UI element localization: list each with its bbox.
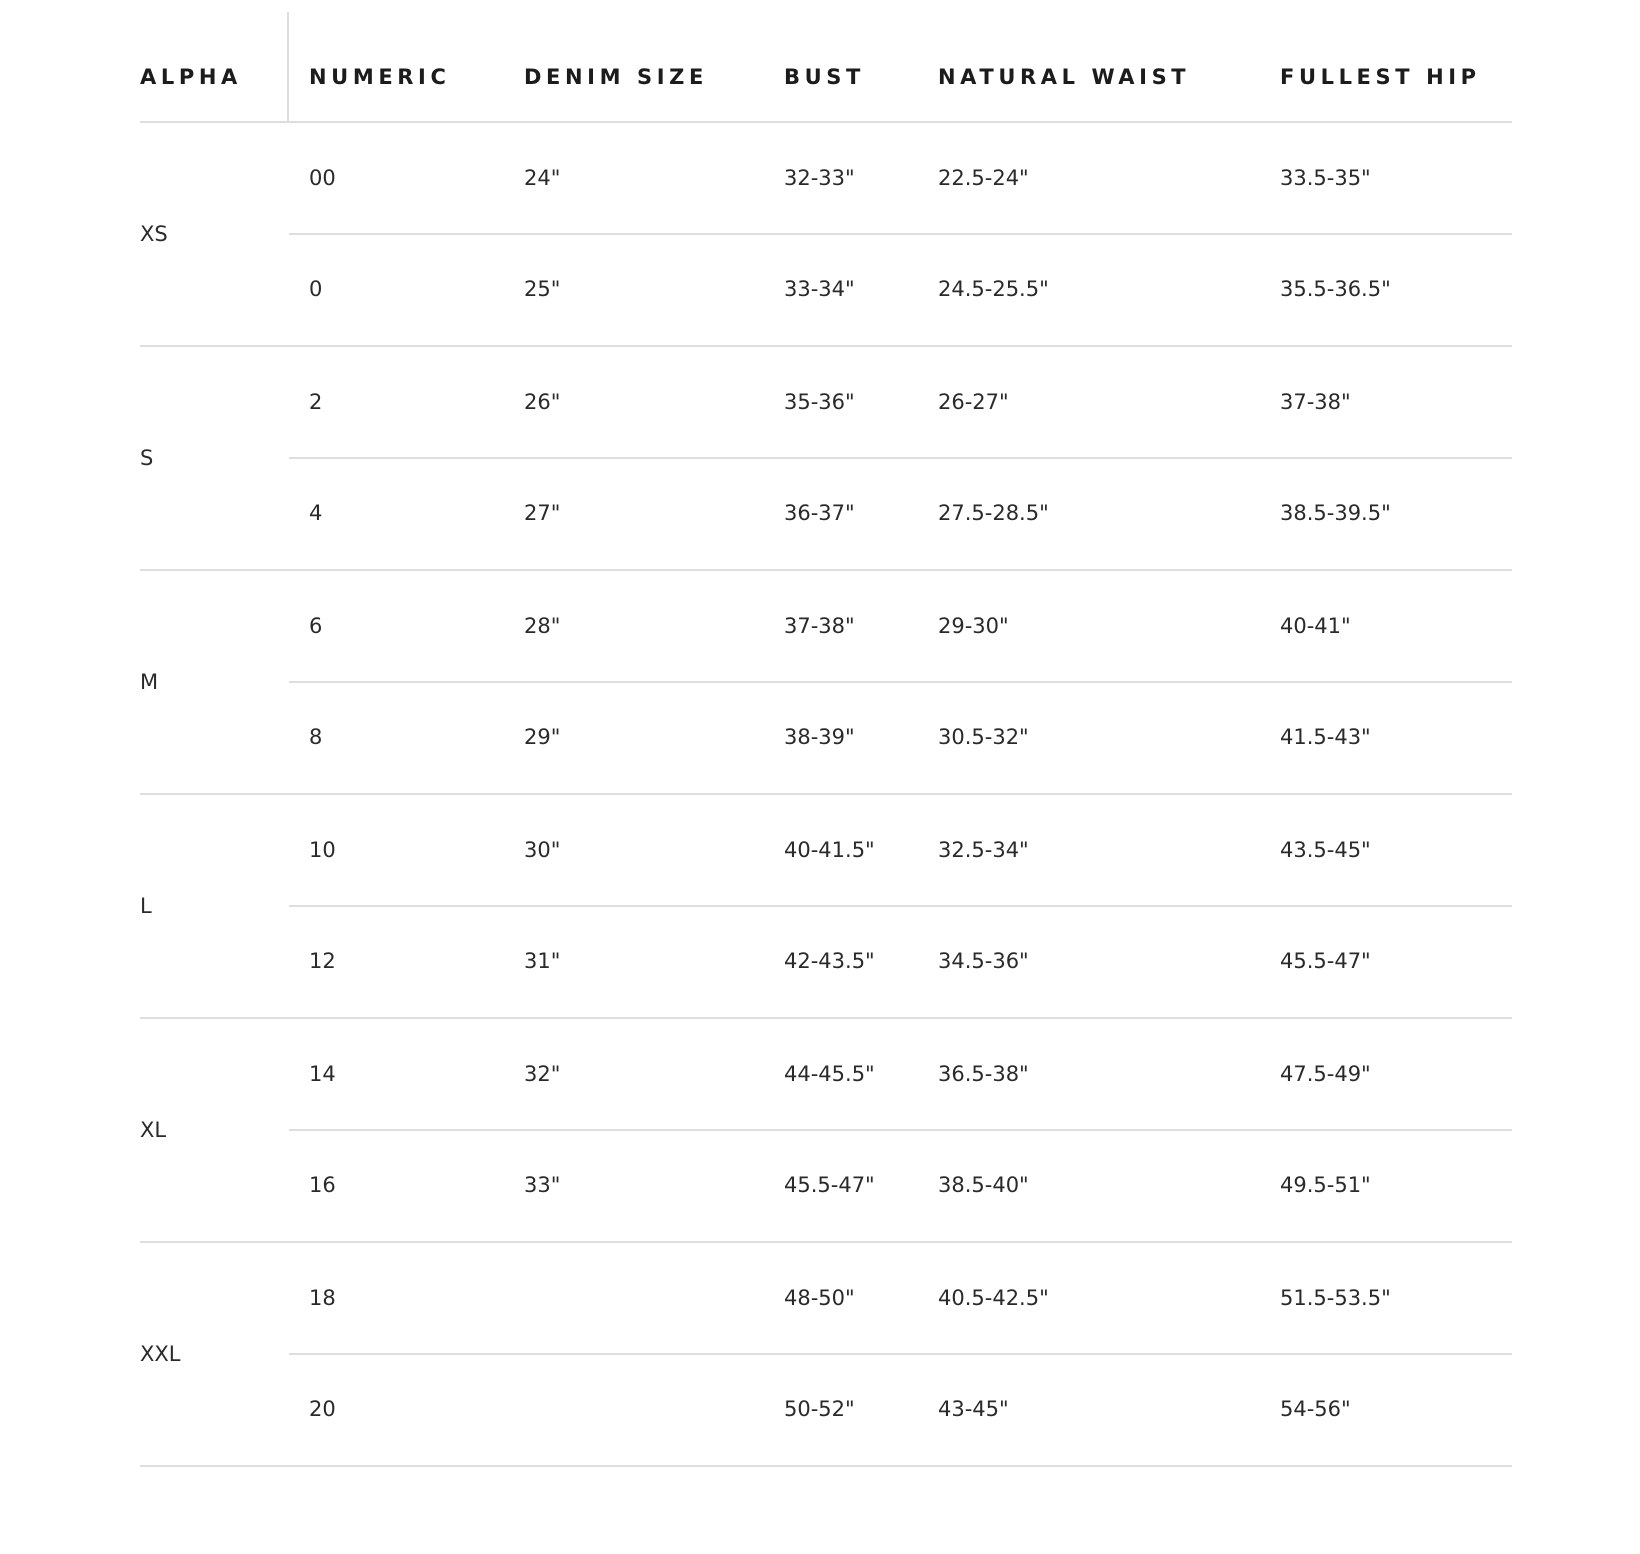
table-row xyxy=(289,1354,1512,1465)
bust-cell: 33-34" xyxy=(784,277,855,301)
size-group xyxy=(140,795,1512,1019)
table-row xyxy=(289,1019,1512,1131)
natural-waist-cell: 29-30" xyxy=(938,614,1009,638)
table-row xyxy=(289,458,1512,569)
natural-waist-cell: 38.5-40" xyxy=(938,1173,1029,1197)
fullest-hip-cell: 49.5-51" xyxy=(1280,1173,1371,1197)
natural-waist-cell: 34.5-36" xyxy=(938,949,1029,973)
natural-waist-cell: 43-45" xyxy=(938,1397,1009,1421)
denim-size-cell: 31" xyxy=(524,949,561,973)
table-row xyxy=(289,682,1512,793)
bust-cell: 40-41.5" xyxy=(784,838,875,862)
natural-waist-cell: 40.5-42.5" xyxy=(938,1286,1049,1310)
natural-waist-cell: 30.5-32" xyxy=(938,725,1029,749)
table-row xyxy=(289,347,1512,459)
denim-size-cell: 30" xyxy=(524,838,561,862)
bust-cell: 44-45.5" xyxy=(784,1062,875,1086)
natural-waist-cell: 36.5-38" xyxy=(938,1062,1029,1086)
alpha-size-cell: S xyxy=(140,446,154,470)
fullest-hip-cell: 33.5-35" xyxy=(1280,166,1371,190)
size-group xyxy=(140,1243,1512,1467)
natural-waist-cell: 24.5-25.5" xyxy=(938,277,1049,301)
header-fullest-hip: FULLEST HIP xyxy=(1280,65,1481,89)
numeric-cell: 16 xyxy=(309,1173,336,1197)
table-row xyxy=(289,123,1512,235)
fullest-hip-cell: 47.5-49" xyxy=(1280,1062,1371,1086)
bust-cell: 48-50" xyxy=(784,1286,855,1310)
natural-waist-cell: 27.5-28.5" xyxy=(938,501,1049,525)
numeric-cell: 00 xyxy=(309,166,336,190)
numeric-cell: 4 xyxy=(309,501,323,525)
header-natural-waist: NATURAL WAIST xyxy=(938,65,1191,89)
alpha-size-cell: M xyxy=(140,670,159,694)
denim-size-cell: 28" xyxy=(524,614,561,638)
denim-size-cell: 27" xyxy=(524,501,561,525)
bust-cell: 38-39" xyxy=(784,725,855,749)
denim-size-cell: 26" xyxy=(524,390,561,414)
table-body xyxy=(140,123,1512,1467)
alpha-size-cell: XL xyxy=(140,1118,167,1142)
bust-cell: 45.5-47" xyxy=(784,1173,875,1197)
natural-waist-cell: 32.5-34" xyxy=(938,838,1029,862)
numeric-cell: 0 xyxy=(309,277,323,301)
fullest-hip-cell: 45.5-47" xyxy=(1280,949,1371,973)
table-row xyxy=(289,906,1512,1017)
numeric-cell: 6 xyxy=(309,614,323,638)
numeric-cell: 20 xyxy=(309,1397,336,1421)
fullest-hip-cell: 40-41" xyxy=(1280,614,1351,638)
size-group xyxy=(140,347,1512,571)
table-row xyxy=(289,234,1512,345)
bust-cell: 50-52" xyxy=(784,1397,855,1421)
denim-size-cell: 29" xyxy=(524,725,561,749)
denim-size-cell: 32" xyxy=(524,1062,561,1086)
table-row xyxy=(289,571,1512,683)
fullest-hip-cell: 51.5-53.5" xyxy=(1280,1286,1391,1310)
header-bust: BUST xyxy=(784,65,865,89)
bust-cell: 35-36" xyxy=(784,390,855,414)
fullest-hip-cell: 54-56" xyxy=(1280,1397,1351,1421)
alpha-size-cell: L xyxy=(140,894,152,918)
size-group xyxy=(140,123,1512,347)
fullest-hip-cell: 38.5-39.5" xyxy=(1280,501,1391,525)
fullest-hip-cell: 41.5-43" xyxy=(1280,725,1371,749)
table-row xyxy=(289,795,1512,907)
numeric-cell: 2 xyxy=(309,390,323,414)
header-alpha: ALPHA xyxy=(140,65,242,89)
fullest-hip-cell: 35.5-36.5" xyxy=(1280,277,1391,301)
numeric-cell: 14 xyxy=(309,1062,336,1086)
numeric-cell: 8 xyxy=(309,725,323,749)
alpha-column-divider xyxy=(287,12,289,123)
header-denim-size: DENIM SIZE xyxy=(524,65,708,89)
bust-cell: 37-38" xyxy=(784,614,855,638)
numeric-cell: 12 xyxy=(309,949,336,973)
header-row xyxy=(140,12,1512,123)
size-group xyxy=(140,571,1512,795)
bust-cell: 32-33" xyxy=(784,166,855,190)
denim-size-cell: 33" xyxy=(524,1173,561,1197)
denim-size-cell: 24" xyxy=(524,166,561,190)
natural-waist-cell: 22.5-24" xyxy=(938,166,1029,190)
alpha-size-cell: XXL xyxy=(140,1342,181,1366)
fullest-hip-cell: 43.5-45" xyxy=(1280,838,1371,862)
numeric-cell: 18 xyxy=(309,1286,336,1310)
size-chart-table xyxy=(140,12,1512,1467)
table-row xyxy=(289,1243,1512,1355)
table-row xyxy=(289,1130,1512,1241)
bust-cell: 42-43.5" xyxy=(784,949,875,973)
numeric-cell: 10 xyxy=(309,838,336,862)
size-group xyxy=(140,1019,1512,1243)
header-numeric: NUMERIC xyxy=(309,65,451,89)
denim-size-cell: 25" xyxy=(524,277,561,301)
natural-waist-cell: 26-27" xyxy=(938,390,1009,414)
fullest-hip-cell: 37-38" xyxy=(1280,390,1351,414)
alpha-size-cell: XS xyxy=(140,222,168,246)
bust-cell: 36-37" xyxy=(784,501,855,525)
